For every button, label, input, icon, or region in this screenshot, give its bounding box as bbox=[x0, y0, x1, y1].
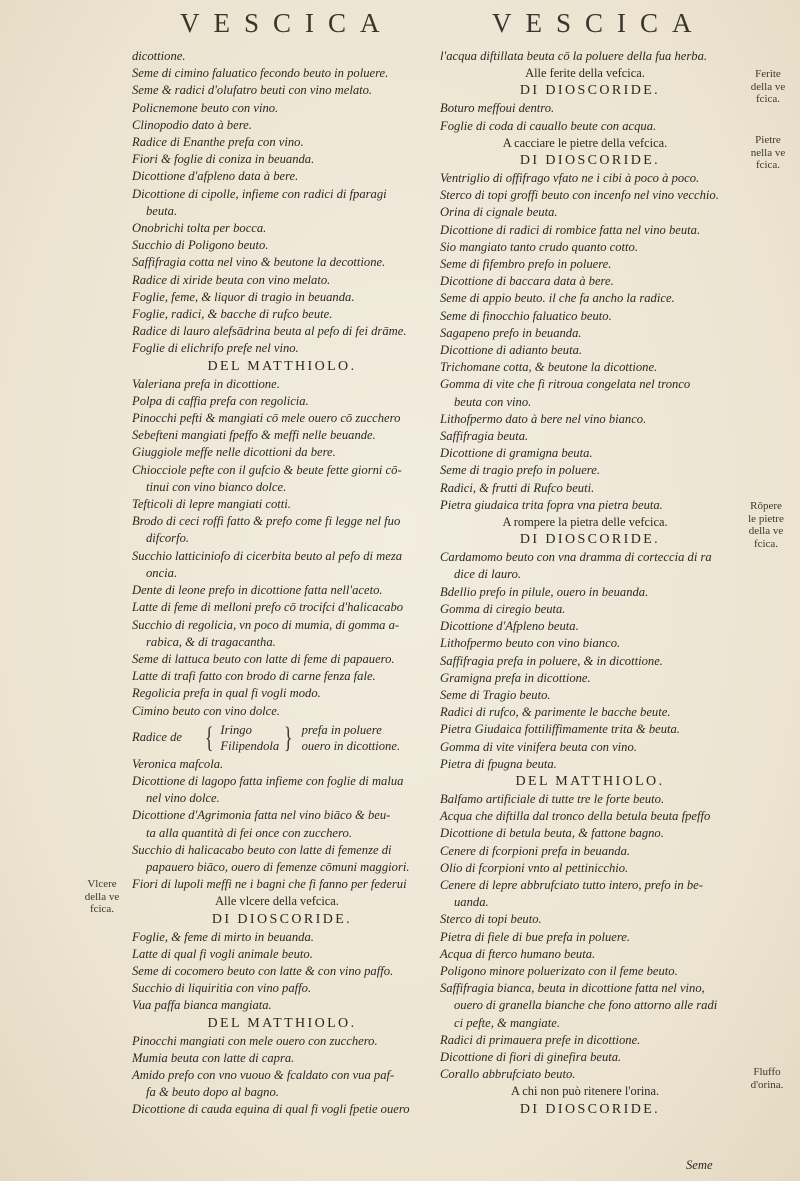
text-line: Balfamo artificiale di tutte tre le forte beuto. bbox=[440, 791, 665, 806]
text-line-continuation: papauero biāco, ouero di femenze cōmuni maggiori. bbox=[146, 859, 410, 874]
text-line-continuation: beuta con vino. bbox=[454, 394, 532, 409]
text-line-continuation: ta alla quantità di fei once con zucchero. bbox=[146, 825, 352, 840]
text-line: Saffifragia bianca, beuta in dicottione fatta nel vino, bbox=[440, 981, 705, 996]
section-heading: DEL MATTHIOLO. bbox=[515, 773, 665, 789]
text-line: Valeriana prefa in dicottione. bbox=[132, 376, 280, 391]
text-line: Seme di finocchio faluatico beuto. bbox=[440, 308, 612, 323]
text-line-continuation: dice di lauro. bbox=[454, 567, 522, 582]
subsection-title: A cacciare le pietre della vefcica. bbox=[502, 135, 668, 150]
text-line: Dente di leone prefo in dicottione fatta nell'aceto. bbox=[132, 583, 383, 598]
text-line: Corallo abbrufciato beuto. bbox=[440, 1067, 576, 1082]
text-line: Dicottione di gramigna beuta. bbox=[440, 446, 593, 461]
text-line: Chiocciole pefte con il gufcio & beute fette giorni cō- bbox=[132, 462, 402, 477]
text-line: Latte di feme di melloni prefo cō trocifci d'halicacabo bbox=[132, 600, 404, 615]
text-line: Foglie, & feme di mirto in beuanda. bbox=[132, 929, 314, 944]
text-line: Saffifragia prefa in poluere, & in dicottione. bbox=[440, 653, 663, 668]
text-line: Pinocchi mangiati con mele ouero con zucchero. bbox=[132, 1033, 378, 1048]
section-heading: DI DIOSCORIDE. bbox=[519, 83, 661, 99]
plant-item: Filipendola bbox=[220, 738, 280, 753]
margin-note-line: fcica. bbox=[755, 93, 781, 105]
text-line: Pietra Giudaica fottiliffimamente trita & beuta. bbox=[440, 722, 680, 737]
text-line-continuation: ouero di granella bianche che fono attorno alle radi bbox=[454, 998, 718, 1013]
margin-note-vlcere bbox=[74, 878, 130, 916]
text-line: Seme di Tragio beuto. bbox=[440, 687, 551, 702]
margin-note-line: fcica. bbox=[753, 537, 779, 550]
text-line: Orina di cignale beuta. bbox=[440, 205, 558, 220]
subsection-title: A chi non può ritenere l'orina. bbox=[510, 1084, 660, 1099]
text-line: Foglie, radici, & bacche di rufco beute. bbox=[132, 307, 333, 322]
text-line: Succhio di regolicia, vn poco di mumia, di gomma a- bbox=[132, 617, 400, 632]
text-line: Cardamomo beuto con vna dramma di corteccia di ra bbox=[440, 550, 712, 565]
section-heading: DI DIOSCORIDE. bbox=[519, 1101, 661, 1117]
text-line: Sagapeno prefo in beuanda. bbox=[440, 325, 582, 340]
text-line: Gomma di vite vinifera beuta con vino. bbox=[440, 739, 637, 754]
margin-note-ferite bbox=[740, 68, 796, 106]
text-line: Latte di qual fi vogli animale beuto. bbox=[132, 946, 313, 961]
radice-effects bbox=[302, 722, 401, 754]
text-line: Pietra di fpugna beuta. bbox=[440, 756, 557, 771]
running-head-left: VESCICA bbox=[180, 8, 394, 38]
text-line: Seme di lattuca beuto con latte di feme di papauero. bbox=[132, 651, 395, 666]
right-brace: } bbox=[284, 720, 293, 754]
text-line: Regolicia prefa in qual fi vogli modo. bbox=[132, 686, 321, 701]
text-line-continuation: fa & beuto dopo al bagno. bbox=[146, 1085, 279, 1100]
margin-note-line: d'orina. bbox=[750, 1078, 784, 1091]
catchword: Seme bbox=[686, 1158, 713, 1172]
effect-item: prefa in poluere bbox=[301, 722, 382, 737]
text-line: Sterco di topi beuto. bbox=[440, 912, 542, 927]
text-line-continuation: oncia. bbox=[146, 565, 178, 580]
margin-note-pietre bbox=[740, 134, 796, 172]
section-heading: DI DIOSCORIDE. bbox=[211, 911, 353, 927]
text-line: Seme di fifembro prefo in poluere. bbox=[440, 257, 612, 272]
section-heading: DI DIOSCORIDE. bbox=[519, 532, 661, 548]
text-line: Gomma di ciregio beuta. bbox=[440, 601, 566, 616]
text-line: Polpa di caffia prefa con regolicia. bbox=[132, 393, 309, 408]
text-line: Dicottione d'Afpleno beuta. bbox=[440, 619, 579, 634]
text-line: Seme di tragio prefo in poluere. bbox=[440, 463, 600, 478]
text-line-continuation: nel vino dolce. bbox=[146, 791, 220, 806]
text-line: Dicottione di lagopo fatta infieme con foglie di malua bbox=[132, 773, 404, 788]
text-line: Dicottione di radici di rombice fatta nel vino beuta. bbox=[440, 222, 701, 237]
text-line: Dicottione d'afpleno data à bere. bbox=[132, 169, 299, 184]
text-line: Amido prefo con vno vuouo & fcaldato con vua paf- bbox=[132, 1067, 395, 1082]
margin-note-line: della ve bbox=[750, 80, 786, 93]
plant-item: Iringo bbox=[220, 722, 252, 737]
text-line: Dicottione di adianto beuta. bbox=[440, 343, 583, 358]
text-line: Radice di lauro alefsādrina beuta al pefo di fei drāme. bbox=[132, 324, 407, 339]
text-line: Fiori di lupoli meffi ne i bagni che fi fanno per federui bbox=[132, 877, 407, 892]
text-line: Lithofpermo dato à bere nel vino bianco. bbox=[440, 411, 647, 426]
radice-brace-block bbox=[132, 720, 432, 756]
text-line-continuation: uanda. bbox=[454, 895, 489, 910]
section-heading: DEL MATTHIOLO. bbox=[207, 358, 357, 374]
text-line: Fiori & foglie di coniza in beuanda. bbox=[132, 152, 315, 167]
margin-note-line: fcica. bbox=[755, 159, 781, 171]
text-line: Cimino beuto con vino dolce. bbox=[132, 703, 280, 718]
text-line-continuation: ci pefte, & mangiate. bbox=[454, 1015, 560, 1030]
text-line: Dicottione di cipolle, infieme con radici di fparagi bbox=[132, 186, 387, 201]
text-line-continuation: rabica, & di tragacantha. bbox=[146, 634, 276, 649]
text-line: Pietra giudaica trita fopra vna pietra beuta. bbox=[440, 497, 663, 512]
margin-note-line: fcica. bbox=[89, 903, 115, 915]
text-line: Trichomane cotta, & beutone la dicottione. bbox=[440, 360, 658, 375]
text-line: Foglie, feme, & liquor di tragio in beuanda. bbox=[132, 289, 355, 304]
text-line: Poligono minore poluerizato con il feme beuto. bbox=[440, 963, 678, 978]
margin-note-line: Pietre bbox=[755, 134, 781, 146]
text-line: Seme & radici d'olufatro beuti con vino melato. bbox=[132, 83, 373, 98]
text-line: Radice di Enanthe prefa con vino. bbox=[132, 135, 304, 150]
text-line: Veronica mafcola. bbox=[132, 756, 224, 771]
text-line: Seme di cimino faluatico fecondo beuto in poluere. bbox=[132, 66, 389, 81]
text-line: Foglie di elichrifo prefe nel vino. bbox=[132, 341, 299, 356]
text-line: Policnemone beuto con vino. bbox=[132, 100, 279, 115]
margin-note-line: le pietre bbox=[748, 512, 784, 525]
subsection-title: Alle vlcere della vefcica. bbox=[215, 894, 339, 909]
margin-note-line: Vlcere bbox=[87, 878, 117, 890]
text-line: Seme di cocomero beuto con latte & con vino paffo. bbox=[132, 963, 394, 978]
text-line: Gramigna prefa in dicottione. bbox=[440, 670, 591, 685]
text-line: dicottione. bbox=[132, 49, 186, 63]
text-line-continuation: difcorfo. bbox=[146, 531, 190, 546]
text-line: Gomma di vite che fi ritroua congelata nel tronco bbox=[440, 377, 691, 392]
text-line: Pinocchi pefti & mangiati cō mele ouero cō zucchero bbox=[132, 411, 401, 426]
text-line: Succhio di Poligono beuto. bbox=[132, 238, 269, 253]
text-line: Foglie di coda di cauallo beute con acqua. bbox=[440, 118, 657, 133]
text-line: Seme di appio beuto. il che fa ancho la radice. bbox=[440, 291, 675, 306]
text-line: Dicottione di fiori di ginefira beuta. bbox=[440, 1049, 622, 1064]
section-heading: DEL MATTHIOLO. bbox=[207, 1015, 357, 1031]
subsection-title: Alle ferite della vefcica. bbox=[525, 66, 645, 81]
text-line: Mumia beuta con latte di capra. bbox=[132, 1050, 295, 1065]
text-line: Sebefteni mangiati fpeffo & meffi nelle beuande. bbox=[132, 428, 376, 443]
text-line: Giuggiole meffe nelle dicottioni da bere. bbox=[132, 445, 336, 460]
text-line: Saffifragia cotta nel vino & beutone la decottione. bbox=[132, 255, 386, 270]
text-line: Boturo meffoui dentro. bbox=[440, 101, 555, 116]
radice-plants bbox=[220, 722, 279, 754]
text-line: Olio di fcorpioni vnto al pettinicchio. bbox=[440, 860, 629, 875]
text-line: Cenere di fcorpioni prefa in beuanda. bbox=[440, 843, 631, 858]
margin-note-line: Rōpere bbox=[750, 500, 782, 512]
text-line: Acqua che diftilla dal tronco della betula beuta fpeffo bbox=[440, 809, 711, 824]
margin-note-flusso bbox=[738, 1066, 796, 1091]
margin-note-rompere bbox=[736, 500, 796, 550]
text-line: l'acqua diftillata beuta cō la poluere della fua herba. bbox=[440, 49, 708, 63]
text-line: Radici, & frutti di Rufco beuti. bbox=[440, 480, 595, 495]
right-column bbox=[440, 48, 740, 1119]
text-line: Acqua di fterco humano beuta. bbox=[440, 946, 596, 961]
margin-note-line: nella ve bbox=[750, 146, 786, 159]
text-line-continuation: tinui con vino bianco dolce. bbox=[146, 479, 287, 494]
section-heading: DI DIOSCORIDE. bbox=[519, 153, 661, 169]
text-line: Bdellio prefo in pilule, ouero in beuanda. bbox=[440, 584, 649, 599]
radice-label: Radice de bbox=[132, 730, 182, 745]
left-column bbox=[132, 48, 432, 1119]
text-line: Dicottione d'Agrimonia fatta nel vino biāco & beu- bbox=[132, 808, 391, 823]
text-line-continuation: beuta. bbox=[146, 203, 178, 218]
text-line: Brodo di ceci roffi fatto & prefo come fi legge nel fuo bbox=[132, 514, 401, 529]
text-line: Succhio di halicacabo beuto con latte di femenze di bbox=[132, 842, 392, 857]
margin-note-line: della ve bbox=[84, 890, 120, 903]
text-line: Ventriglio di offifrago vfato ne i cibi à poco à poco. bbox=[440, 171, 700, 186]
text-line: Vua paffa bianca mangiata. bbox=[132, 998, 272, 1013]
effect-item: ouero in dicottione. bbox=[301, 738, 401, 753]
text-line: Sterco di topi groffi beuto con incenfo nel vino vecchio. bbox=[440, 188, 719, 203]
text-line: Radice di xiride beuta con vino melato. bbox=[132, 272, 331, 287]
text-line: Cenere di lepre abbrufciato tutto intero, prefo in be- bbox=[440, 877, 703, 892]
left-brace: { bbox=[204, 720, 214, 754]
text-line: Clinopodio dato à bere. bbox=[132, 117, 252, 132]
text-line: Pietra di fiele di bue prefa in poluere. bbox=[440, 929, 631, 944]
text-line: Succhio latticiniofo di cicerbita beuto al pefo di meza bbox=[132, 548, 403, 563]
running-head-right: VESCICA bbox=[492, 8, 706, 38]
text-line: Dicottione di betula beuta, & fattone bagno. bbox=[440, 826, 664, 841]
text-line: Tefticoli di lepre mangiati cotti. bbox=[132, 497, 291, 512]
text-line: Radici di primauera prefe in dicottione. bbox=[440, 1032, 641, 1047]
text-line: Dicottione di cauda equina di qual fi vogli fpetie ouero bbox=[132, 1102, 410, 1117]
text-line: Latte di trafi fatto con brodo di carne fenza fale. bbox=[132, 669, 376, 684]
margin-note-line: Fluffo bbox=[753, 1066, 781, 1078]
text-line: Saffifragia beuta. bbox=[440, 429, 529, 444]
text-line: Sio mangiato tanto crudo quanto cotto. bbox=[440, 239, 638, 254]
text-line: Onobrichi tolta per bocca. bbox=[132, 221, 267, 236]
text-line: Lithofpermo beuto con vino bianco. bbox=[440, 636, 621, 651]
text-line: Dicottione di baccara data à bere. bbox=[440, 274, 614, 289]
text-line: Succhio di liquiritia con vino paffo. bbox=[132, 981, 312, 996]
margin-note-line: Ferite bbox=[755, 68, 781, 80]
subsection-title: A rompere la pietra delle vefcica. bbox=[502, 515, 668, 530]
margin-note-line: della ve bbox=[748, 525, 784, 537]
text-line: Radici di rufco, & parimente le bacche beute. bbox=[440, 705, 671, 720]
